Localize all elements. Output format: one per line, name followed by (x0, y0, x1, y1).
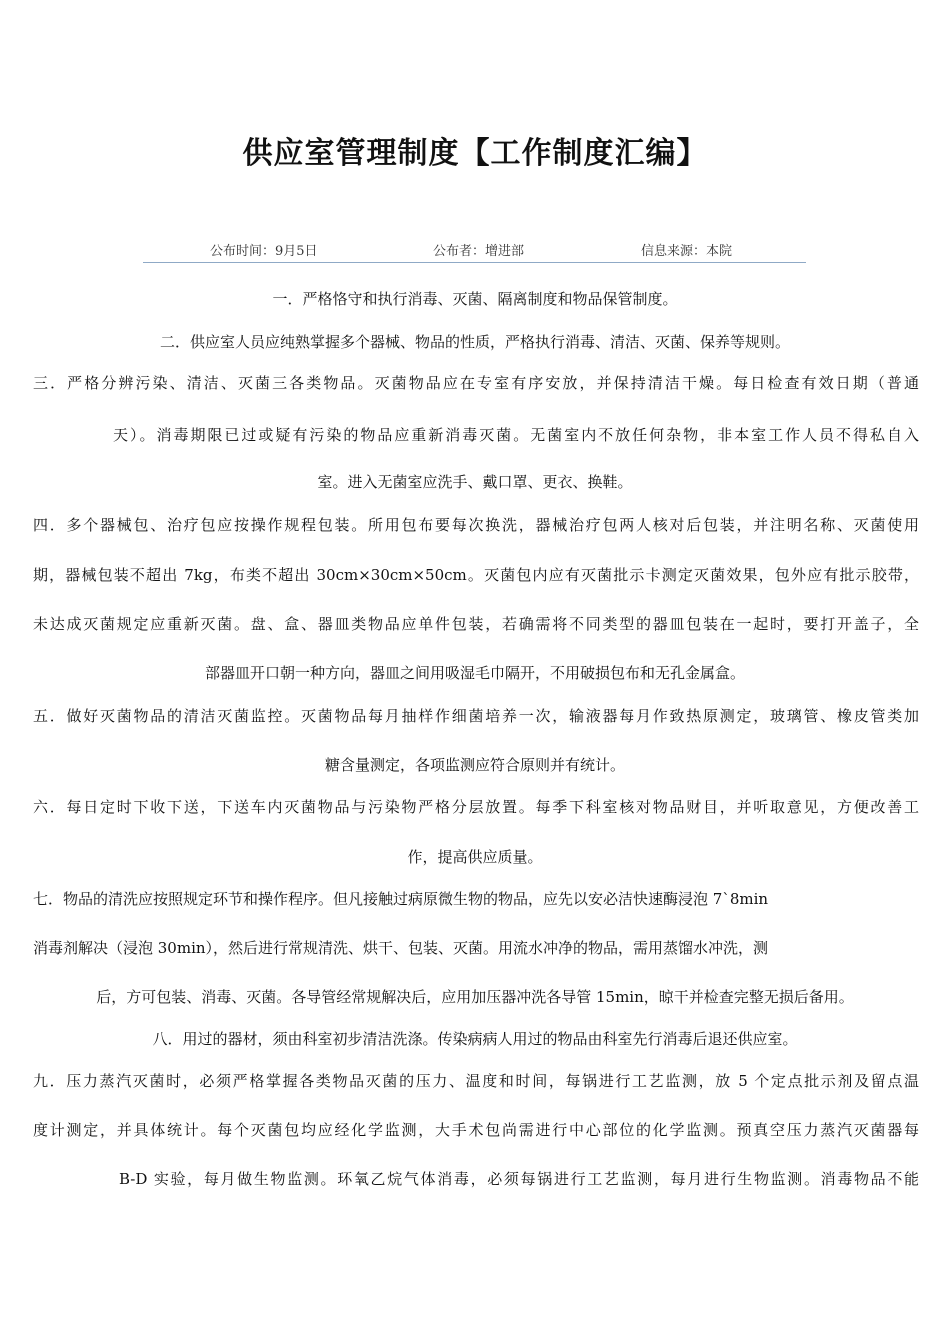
paragraph-line: 四．多个器械包、治疗包应按操作规程包装。所用包布要每次换洗，器械治疗包两人核对后包装，并注明名称、灭菌使用 (33, 516, 919, 534)
paragraph-line: 期，器械包装不超出 7kg，布类不超出 30cm×30cm×50cm。灭菌包内应有灭菌批示卡测定灭菌效果，包外应有批示胶带， (33, 566, 919, 584)
paragraph-line: 部器皿开口朝一种方向，器皿之间用吸湿毛巾隔开，不用破损包布和无孔金属盒。 (204, 664, 745, 682)
publish-time: 公布时间：9月5日 (210, 244, 318, 259)
paragraph-line: 三．严格分辨污染、清洁、灭菌三各类物品。灭菌物品应在专室有序安放，并保持清洁干燥。每日检查有效日期（普通 (33, 374, 919, 392)
paragraph-line: 九．压力蒸汽灭菌时，必须严格掌握各类物品灭菌的压力、温度和时间，每锅进行工艺监测，放 5 个定点批示剂及留点温 (33, 1072, 919, 1090)
paragraph-line: 一．严格恪守和执行消毒、灭菌、隔离制度和物品保管制度。 (272, 290, 678, 308)
publisher: 公布者：增进部 (433, 244, 525, 259)
paragraph-line: 消毒剂解决（浸泡 30min），然后进行常规清洗、烘干、包装、灭菌。用流水冲净的物品，需用蒸馏水冲洗，测 (33, 939, 769, 957)
paragraph-line: 二．供应室人员应纯熟掌握多个器械、物品的性质，严格执行消毒、清洁、灭菌、保养等规则。 (159, 333, 790, 351)
paragraph-line: 室。进入无菌室应洗手、戴口罩、更衣、换鞋。 (317, 473, 633, 491)
header-divider (143, 262, 806, 263)
paragraph-line: B-D 实验，每月做生物监测。环氧乙烷气体消毒，必须每锅进行工艺监测，每月进行生物监测。消毒物品不能 (119, 1170, 919, 1188)
paragraph-line: 六．每日定时下收下送，下送车内灭菌物品与污染物严格分层放置。每季下科室核对物品财目，并听取意见，方便改善工 (33, 798, 919, 816)
info-source: 信息来源：本院 (641, 244, 733, 259)
paragraph-line: 五．做好灭菌物品的清洁灭菌监控。灭菌物品每月抽样作细菌培养一次，输液器每月作致热原测定，玻璃管、橡皮管类加 (33, 707, 919, 725)
paragraph-line: 八．用过的器材，须由科室初步清洁洗涤。传染病病人用过的物品由科室先行消毒后退还供应室。 (152, 1030, 798, 1048)
paragraph-line: 度计测定，并具体统计。每个灭菌包均应经化学监测，大手术包尚需进行中心部位的化学监测。预真空压力蒸汽灭菌器每 (33, 1121, 919, 1139)
paragraph-line: 后，方可包装、消毒、灭菌。各导管经常规解决后，应用加压器冲洗各导管 15min，晾干并检查完整无损后备用。 (96, 988, 854, 1006)
paragraph-line: 七．物品的清洗应按照规定环节和操作程序。但凡接触过病原微生物的物品，应先以安必洁快速酶浸泡 7`8min (33, 890, 769, 908)
page-title: 供应室管理制度【工作制度汇编】 (242, 136, 708, 171)
paragraph-line: 天）。消毒期限已过或疑有污染的物品应重新消毒灭菌。无菌室内不放任何杂物，非本室工作人员不得私自入 (113, 426, 919, 444)
paragraph-line: 糖含量测定，各项监测应符合原则并有统计。 (324, 756, 625, 774)
paragraph-line: 未达成灭菌规定应重新灭菌。盘、盒、器皿类物品应单件包装，若确需将不同类型的器皿包装在一起时，要打开盖子，全 (33, 615, 919, 633)
paragraph-line: 作，提高供应质量。 (407, 848, 543, 866)
